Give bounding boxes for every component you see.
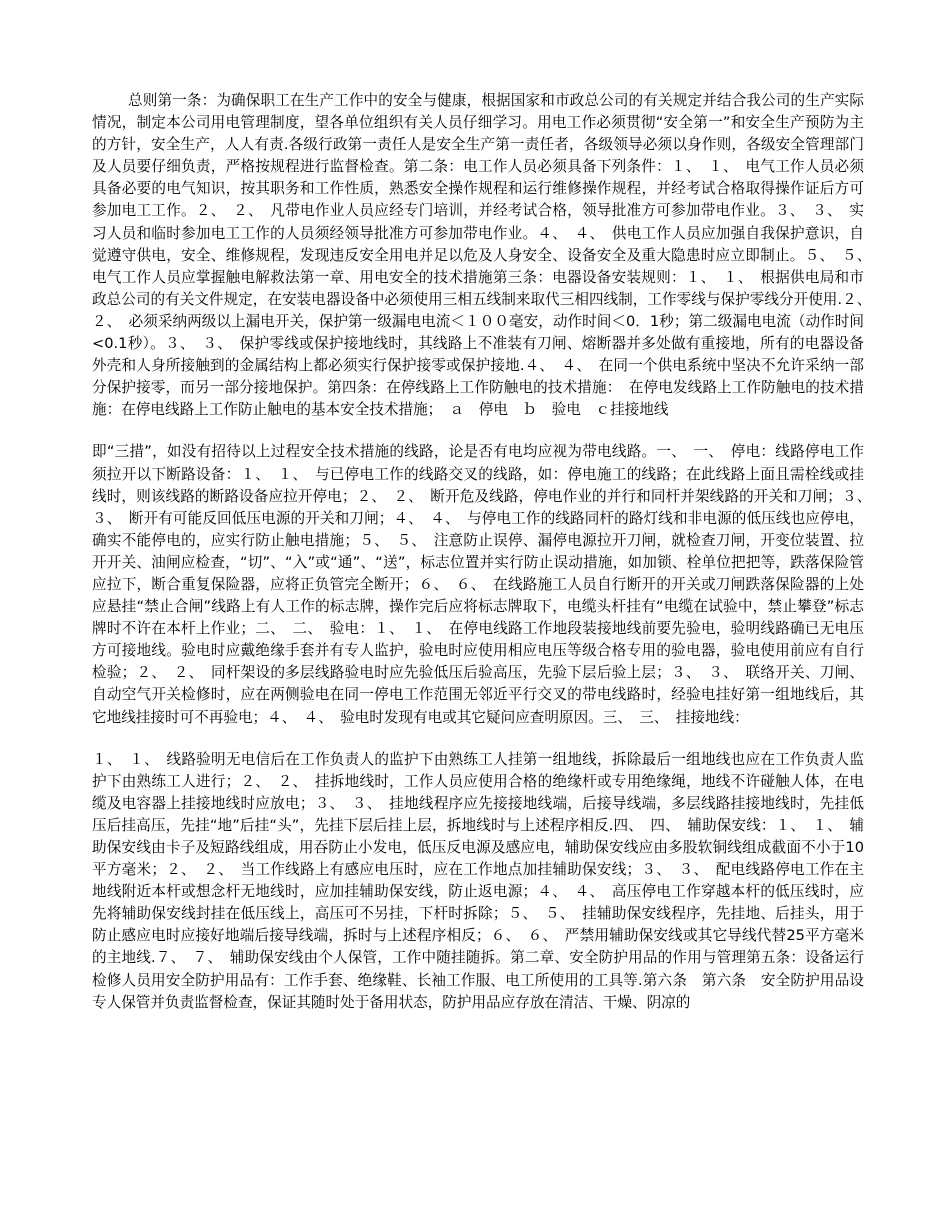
paragraph-grounding-lines: １、 １、 线路验明无电信后在工作负责人的监护下由熟练工人挂第一组地线，拆除最后一组地线也应在工作负责人监护下由熟练工人进行；２、 ２、 挂拆地线时，工作人员应使用合格的绝缘杆或专用绝缘绳，地线不许碰触人体，在电缆及电容器上挂接地线时应放电；３、 ３、 挂地线程序应先接接地线端，后接导线端，多层线路挂接地线时，先挂低压后挂高压，先挂“地”后挂“头”，先挂下层后挂上层，拆地线时与上述程序相反.四、 四、 辅助保安线：１、 １、 辅助保安线由卡子及短路线组成，用吞防止小发电，低压反电源及感应电，辅助保安线应由多股软铜线组成截面不小于10平方毫米；２、 ２、 当工作线路上有感应电压时，应在工作地点加挂辅助保安线；３、 ３、 配电线路停电工作在主地线附近本杆或想念杆无地线时，应加挂辅助保安线，防止返电源；４、 ４、 高压停电工作穿越本杆的低压线时，应先将辅助保安线封挂在低压线上，高压可不另挂，下杆时拆除；５、 ５、 挂辅助保安线程序，先挂地、后挂头，用于防止感应电时应接好地端后接导线端，拆时与上述程序相反；６、 ６、 严禁用辅助保安线或其它导线代替25平方毫米的主地线.７、 ７、 辅助保安线由个人保管，工作中随挂随拆。第二章、安全防护用品的作用与管理第五条：设备运行检修人员用安全防护用品有：工作手套、绝缘鞋、长袖工作服、电工所使用的工具等.第六条 第六条 安全防护用品设专人保管并负责监督检查，保证其随时处于备用状态，防护用品应存放在清洁、干燥、阴凉的 bbox=[92, 750, 864, 1011]
paragraph-general-rules: 总则第一条：为确保职工在生产工作中的安全与健康，根据国家和市政总公司的有关规定并结合我公司的生产实际情况，制定本公司用电管理制度，望各单位组织有关人员仔细学习。用电工作必须贯彻“安全第一”和安全生产预防为主的方针，安全生产，人人有责.各级行政第一责任人是安全生产第一责任者，各级领导必须以身作则，各级安全管理部门及人员要仔细负责，严格按规程进行监督检查。第二条：电工作人员必须具备下列条件：１、 １、 电气工作人员必须具备必要的电气知识，按其职务和工作性质，熟悉安全操作规程和运行维修操作规程，并经考试合格取得操作证后方可参加电工工作。２、 ２、 凡带电作业人员应经专门培训，并经考试合格，领导批准方可参加带电作业。３、 ３、 实习人员和临时参加电工工作的人员须经领导批准方可参加带电作业。４、 ４、 供电工作人员应加强自我保护意识，自觉遵守供电，安全、维修规程，发现违反安全用电并足以危及人身安全、设备安全及重大隐患时应立即制止。５、 ５、 电气工作人员应掌握触电解救法第一章、用电安全的技术措施第三条：电器设备安装规则：１、 １、 根据供电局和市政总公司的有关文件规定，在安装电器设备中必须使用三相五线制来取代三相四线制，工作零线与保护零线分开使用.２、 ２、 必须采纳两级以上漏电开关，保护第一级漏电电流＜１００毫安，动作时间＜0．1秒；第二级漏电电流（动作时间<0.1秒）。３、 ３、 保护零线或保护接地线时，其线路上不准装有刀闸、熔断器并多处做有重接地，所有的电器设备外壳和人身所接触到的金属结构上都必须实行保护接零或保护接地.４、 ４、 在同一个供电系统中坚决不允许采纳一部分保护接零，而另一部分接地保护。第四条：在停线路上工作防触电的技术措施： 在停电发线路上工作防触电的技术措施：在停电线路上工作防止触电的基本安全技术措施； ａ 停电 ｂ 验电 ｃ挂接地线 bbox=[92, 92, 879, 419]
document-page bbox=[92, 90, 879, 1014]
paragraph-three-measures: 即“三措”，如没有招待以上过程安全技术措施的线路，论是否有电均应视为带电线路。一、 一、 停电：线路停电工作须拉开以下断路设备：１、 １、 与已停电工作的线路交叉的线路，如：停电施工的线路；在此线路上面且需栓线或挂线时，则该线路的断路设备应拉开停电；２、 ２、 断开危及线路，停电作业的并行和同杆并架线路的开关和刀闸；３、 ３、 断开有可能反回低压电源的开关和刀闸；４、 ４、 与停电工作的线路同杆的路灯线和非电源的低压线也应停电，确实不能停电的，应实行防止触电措施；５、 ５、 注意防止误停、漏停电源拉开刀闸，就检查刀闸，开变位装置、拉开开关、油闸应检查，“切”、“入”或“通”、“送”，标志位置并实行防止误动措施，如加锁、栓单位把把等，跌落保险管应拉下，断合重复保险器，应将正负管完全断开；６、 ６、 在线路施工人员自行断开的开关或刀闸跌落保险器的上处应悬挂“禁止合闸”线路上有人工作的标志牌，操作完后应将标志牌取下，电缆头杆挂有“电缆在试验中，禁止攀登”标志牌时不许在本杆上作业；二、 二、 验电：１、 １、 在停电线路工作地段装接地线前要先验电，验明线路确已无电压方可接地线。验电时应戴绝缘手套并有专人监护，验电时应使用相应电压等级合格专用的验电器，验电使用前应有自行检验；２、 ２、 同杆架设的多层线路验电时应先验低压后验高压，先验下层后验上层；３、 ３、 联络开关、刀闸、自动空气开关检修时，应在两侧验电在同一停电工作范围无邻近平行交叉的带电线路时，经验电挂好第一组地线后，其它地线挂接时可不再验电；４、 ４、 验电时发现有电或其它疑问应查明原因。三、 三、 挂接地线： bbox=[92, 443, 879, 726]
